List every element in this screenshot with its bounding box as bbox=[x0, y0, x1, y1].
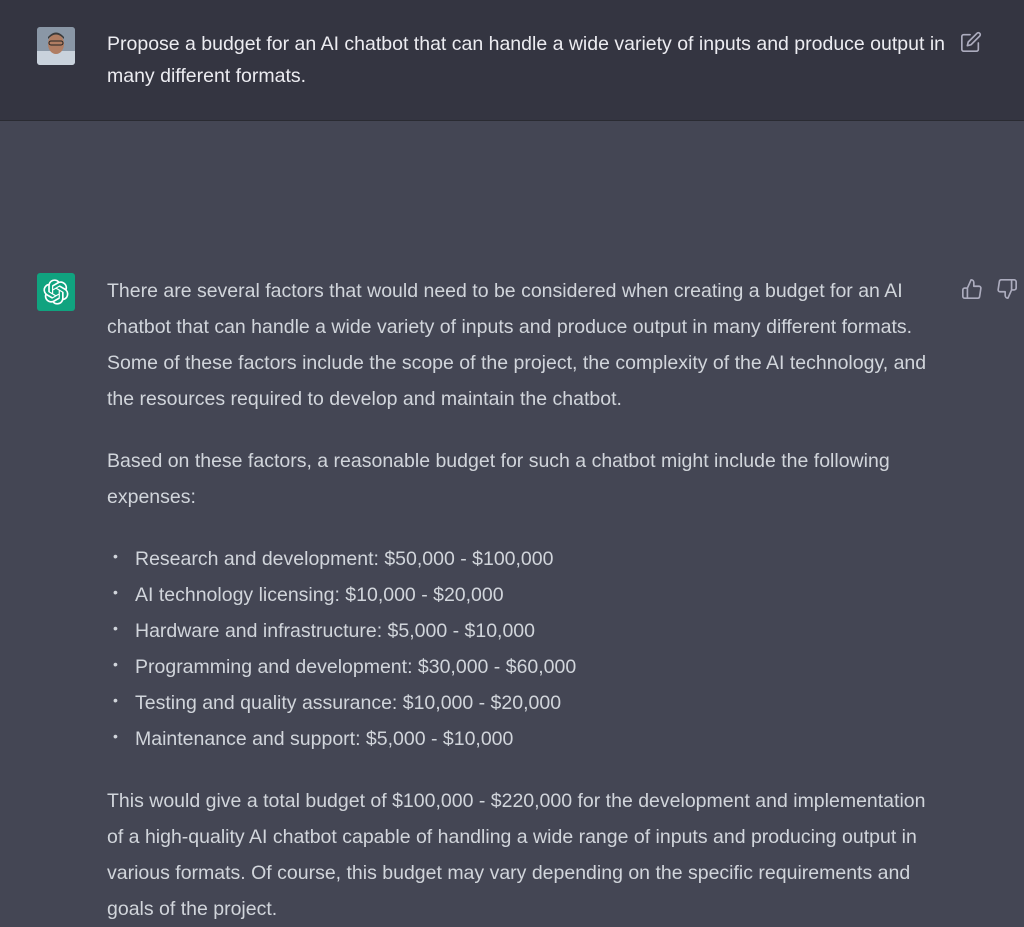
thumbs-up-icon bbox=[961, 278, 983, 300]
bullet-icon: • bbox=[113, 728, 118, 744]
bullet-icon: • bbox=[113, 620, 118, 636]
user-avatar bbox=[37, 27, 75, 65]
answer-conclusion: This would give a total budget of $100,000 - $220,000 for the development and implementation of a high-quality AI chatbot capable of handling a wide range of inputs and producing output in various formats. Of course, this budget may vary depending on the specific requirements and goals of the project. bbox=[107, 790, 926, 920]
expense-text: Testing and quality assurance: $10,000 - $20,000 bbox=[135, 692, 562, 714]
thumbs-down-button[interactable] bbox=[996, 278, 1018, 300]
expense-text: Programming and development: $30,000 - $60,000 bbox=[135, 656, 577, 678]
expense-text: AI technology licensing: $10,000 - $20,000 bbox=[135, 584, 504, 606]
bot-avatar bbox=[37, 273, 75, 311]
list-item bbox=[107, 577, 947, 613]
bullet-icon: • bbox=[113, 692, 118, 708]
list-item bbox=[107, 613, 947, 649]
expense-text: Maintenance and support: $5,000 - $10,000 bbox=[135, 728, 514, 750]
user-message-text: Propose a budget for an AI chatbot that can handle a wide variety of inputs and produce output in many different formats. bbox=[107, 33, 945, 87]
bullet-icon: • bbox=[113, 548, 118, 564]
answer-lead-in: Based on these factors, a reasonable budget for such a chatbot might include the following expenses: bbox=[107, 450, 890, 508]
list-item bbox=[107, 721, 947, 757]
edit-button[interactable] bbox=[960, 31, 982, 53]
bullet-icon: • bbox=[113, 584, 118, 600]
expense-text: Research and development: $50,000 - $100,000 bbox=[135, 548, 554, 570]
edit-icon bbox=[960, 31, 982, 53]
answer-intro: There are several factors that would need to be considered when creating a budget for an AI chatbot that can handle a wide variety of inputs and produce output in many different formats. Some of these factors include the scope of the project, the complexity of the AI technology, and the resources required to develop and maintain the chatbot. bbox=[107, 280, 927, 410]
list-item bbox=[107, 649, 947, 685]
thumbs-up-button[interactable] bbox=[961, 278, 983, 300]
expense-text: Hardware and infrastructure: $5,000 - $10,000 bbox=[135, 620, 535, 642]
thumbs-down-icon bbox=[996, 278, 1018, 300]
assistant-message-body bbox=[107, 273, 947, 927]
bullet-icon: • bbox=[113, 656, 118, 672]
openai-logo-icon bbox=[43, 279, 69, 305]
expense-list bbox=[107, 541, 947, 757]
list-item bbox=[107, 685, 947, 721]
list-item bbox=[107, 541, 947, 577]
user-message-row bbox=[0, 0, 1024, 121]
